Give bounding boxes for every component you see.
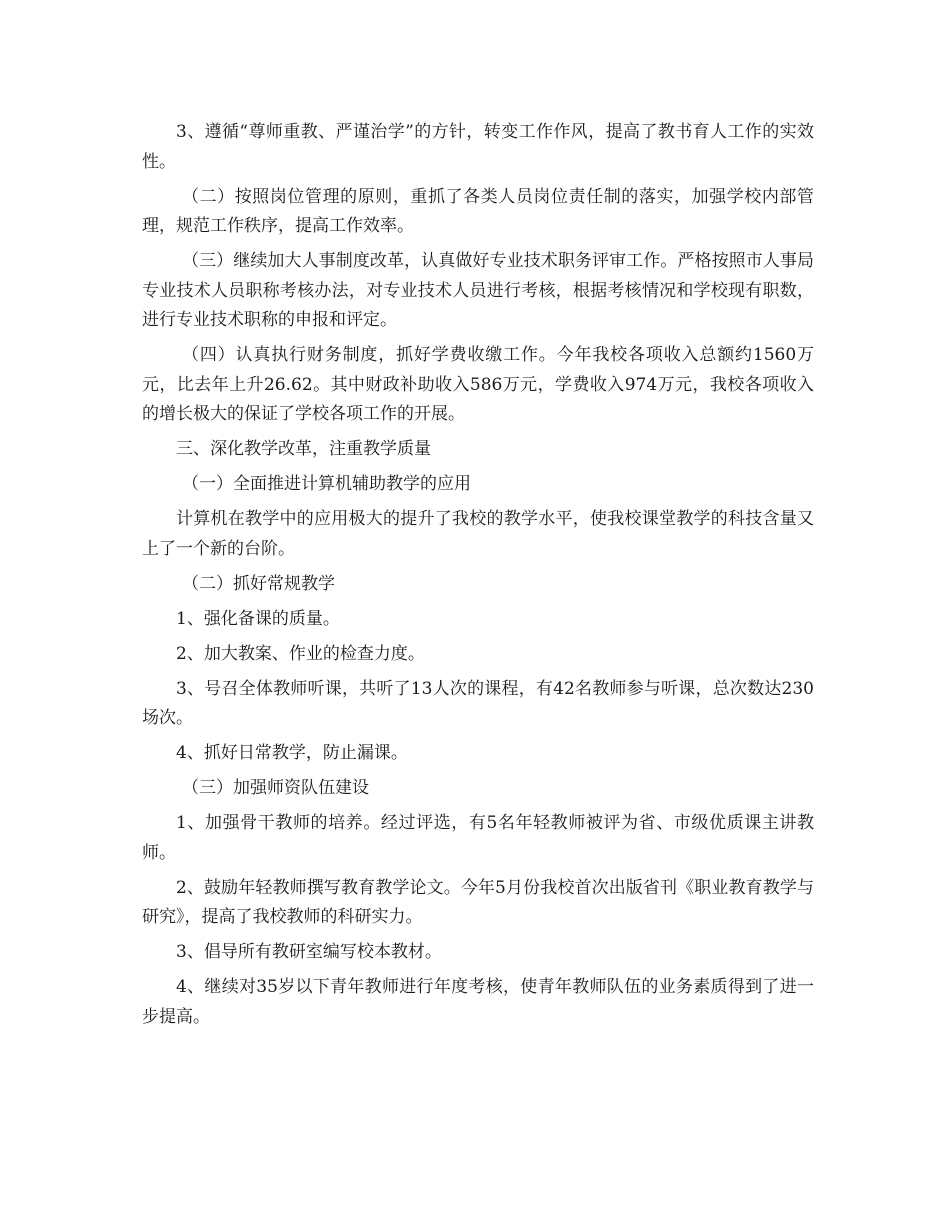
paragraph-4: （四）认真执行财务制度，抓好学费收缴工作。今年我校各项收入总额约1560万元，比去年上升26.62。其中财政补助收入586万元，学费收入974万元，我校各项收入的增长极大的保证了学校各项工作的开展。 [142, 345, 814, 424]
paragraph-1: 3、遵循“尊师重教、严谨治学”的方针，转变工作作风，提高了教书育人工作的实效性。 [142, 122, 814, 172]
subheading-3: （三）加强师资队伍建设 [182, 778, 369, 798]
list-item-4: 4、抓好日常教学，防止漏课。 [176, 743, 408, 763]
subheading-2: （二）抓好常规教学 [182, 573, 335, 594]
paragraph-2: （二）按照岗位管理的原则，重抓了各类人员岗位责任制的落实，加强学校内部管理，规范工作秩序，提高工作效率。 [142, 186, 814, 236]
list-item-2: 2、加大教案、作业的检查力度。 [176, 643, 425, 664]
subheading-1: （一）全面推进计算机辅助教学的应用 [182, 474, 471, 494]
list-item-7: 3、倡导所有教研室编写校本教材。 [176, 942, 442, 962]
document-body [142, 118, 814, 1038]
list-item-1: 1、强化备课的质量。 [176, 608, 340, 629]
list-item-8: 4、继续对35岁以下青年教师进行年度考核，使青年教师队伍的业务素质得到了进一步提高。 [142, 977, 814, 1027]
list-item-6: 2、鼓励年轻教师撰写教育教学论文。今年5月份我校首次出版省刊《职业教育教学与研究》，提高了我校教师的科研实力。 [142, 877, 814, 927]
section-heading-3: 三、深化教学改革，注重教学质量 [176, 439, 431, 459]
list-item-5: 1、加强骨干教师的培养。经过评选，有5名年轻教师被评为省、市级优质课主讲教师。 [142, 813, 814, 863]
list-item-3: 3、号召全体教师听课，共听了13人次的课程，有42名教师参与听课，总次数达230场次。 [142, 678, 814, 728]
paragraph-7: 计算机在教学中的应用极大的提升了我校的教学水平，使我校课堂教学的科技含量又上了一个新的台阶。 [142, 509, 814, 559]
paragraph-3: （三）继续加大人事制度改革，认真做好专业技术职务评审工作。严格按照市人事局专业技术人员职称考核办法，对专业技术人员进行考核，根据考核情况和学校现有职数，进行专业技术职称的申报和评定。 [142, 251, 814, 330]
